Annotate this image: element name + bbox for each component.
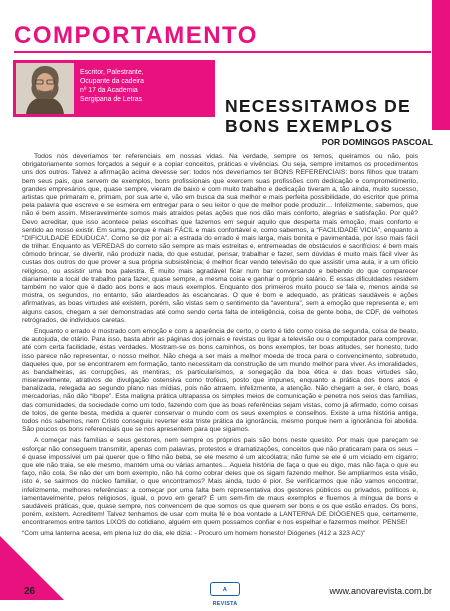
magazine-logo-text: A REVISTA [212,587,238,607]
author-bio [80,68,212,104]
article-byline: POR DOMINGOS PASCOAL [321,137,433,147]
article-quote: “Com uma lanterna acesa, em plena luz do dia, ele dizia: - Procuro um homem honesto! Diógenes (412 a 323 AC)” [22,530,366,538]
page-number: 26 [24,586,36,597]
article-title-line: NECESSITAMOS DE [225,96,411,116]
article-paragraph: Todos nós deveríamos ter referenciais em nossas vidas. Na verdade, sempre os temos, queiramos ou não, pois obrigatoriamente somos forçados a seguir e a copiar conceitos, práticas e vivências. Ou seja, sempre imitamos os procedimentos uns dos outros. Talvez a afirmação acima devesse ser: todos nós deveríamos ter BONS REFERENCIAIS: bons filhos que tratam bem seus pais, que servem de exemplos, bons profissionais que exercem suas profissões com dedicação e comprometimento, grandes empresários que, quase sempre, vieram de baixo e com muito trabalho e dedicação tiveram a, tão ainda, muito sucesso, artistas que primaram e, primam, por sua arte e, vão em busca da sua melhor e mais perfeita possibilidade, do escritor que prima pela palavra que escreve e se esmera em entregar para o seu leitor o que de melhor pode produzir… Infelizmente, sabemos, que não é bem assim. Miseravelmente somos mais atraídos pelas ações que nos dão mais conforto, alegrias e satisfação. Por quê? Devo acreditar, que isso acontece pelas escolhas que fazemos em seguir aquilo que desperta mais emoção, mais conforto e sentido ao nosso existir. Em suma, porque é mais FÁCIL e mais confortável e, como sabemos, a “FACILIDADE VICIA”, enquanto a “DIFICULDADE EDUDUCA”. Como se diz por aí: a estrada do errado é mais larga, mais bonita e pavimentada, por isso mais fácil de trilhar. Enquanto as VEREDAS do correto são sempre as mais estreitas e, entremeadas de obstáculos e sacrifícios: é bem mais cômodo brincar, se divertir, não produzir nada, do que estudar, pensar, trabalhar e fazer, sem dúvidas é muito mais fácil viver às custas dos outros do que prover a sua própria subsistência; é melhor ficar vendo televisão do que assistir uma aula, ir a um ofício religioso, ou assistir uma boa palestra. É muito mais agradável ficar num bar conversando e bebendo do que comparecer diariamente a local de trabalho para fazer, quase sempre, a mesma coisa e ganhar o próprio salário. E essas dificuldades residem também no valor que é dado aos bons e aos maus exemplos. Enquanto dos primeiros muito pouco se fala e, menos ainda se mostra, os segundos, no entanto, são alardeados às escancaras. O que é bom e adequado, as práticas saudáveis e ações afirmativas, as boas virtudes até existem, porém, são vistas sem o sentimento da “aventura”, sem a emoção que representa e, em alguns casos, chegam a ser demonstradas até como sendo certa falta de inteligência, coisa de gente boba, de CDF, de velhotes retrógrados, de indivíduos caretas. [22,153,418,324]
author-bio-line: Escritor, Palestrante, [80,69,144,76]
author-bio-line: Ocupante da cadeira [80,78,144,85]
article-title [225,96,435,136]
author-photo [16,63,74,114]
author-bio-line: Sergipana de Letras [80,96,143,103]
section-title: COMPORTAMENTO [14,22,258,49]
magazine-website[interactable]: www.anovarevista.com.br [329,586,432,596]
author-bio-line: nº 17 da Academia [80,87,138,94]
article-paragraph: A começar nas famílias e seus gestores, nem sempre os próprios pais são bons neste quesito. Por mais que pareçam se esforçar não conseguem transmitir, apenas com palavras, protestos e dramatizações, conceitos que não praticaram para os seus – é quase impossível um pai querer que o filho não beba, se ele mesmo é um alcoólatra; não fume se ele é um viciado em cigarro; que ele não traia, se ele mesmo, mantém uma ou várias amantes... Aquela história de faça o que eu digo, mas não faça o que eu faço, não cola. Se não der um bom exemplo, não há como cobrar deles que os sigam fazendo melhor. Se ampliarmos esta visão, isto é, se sairmos do núcleo familiar, o que encontramos? Mais ainda, tudo é pior. Se verificarmos que não vamos encontrar, infelizmente, melhores referências: a começar por uma falta bem representativa dos gestores públicos ou privados, políticos e, lamentavelmente, pelos religiosos, igual, o povo em geral? É um sem-fim de maus exemplos e fluemos a míngua de bons e saudáveis práticas, que, quase sempre, nos convencem de que somos os que querem ser bons e os que estão errados. Os bons, porém, existem. Acreditem! Talvez tenhamos de usar com muita fé e boa vontade a LANTERNA DE DIÓGENES que, certamente, encontraremos entre tantos LIXOS do cotidiano, alguém em quem possamos confiar e nos espelhar e fazermos melhor. PENSE! [22,437,418,527]
author-photo-image [16,63,74,114]
article-paragraph: Enquanto o errado é mostrado com emoção e com a aparência de certo, o certo é tido como coisa de segunda, coisa de beato, de autojuda, de otário. Para isso, basta abrir as páginas dos jornais e revistas ou ligar a televisão ou o computador para comprovar, até com certa facilidade, estas verdades. Mostram-se os bons caminhos, os bons exemplos, ter boas atitudes, ser honesto, tudo isso parece não representar, o nosso melhor. Não chega a ser mais a melhor moeda de troca para o convencimento, sobretudo, daqueles que, por se encontrarem em formação, tanto necessitam da construção de um mundo melhor para viver. As imoralidades, as bandalheiras, as corrupções, as mentiras, os particularismos, a sonegação da boa ética e das boas virtudes são, miseravelmente, atrativos de divulgação ostensiva como troféus, posto que impunes, enquanto a prática dos bons atos é banalizada, relegada ao segundo plano nas mídias, pois não atraem, infelizmente, a atenção. Não chegam a ser, é claro, boas mercadorias, não dão “Ibope”. Esta maligna prática ultrapassa os simples meios de comunicação e penetra nos seios das famílias, das comunidades, da sociedade como um todo, fazendo com que as boas referências sejam vistas, como já afirmado, como coisas de tolos, de gente besta, medida a querer conservar o mundo com os seus exemplos e conselhos. Existe a uma história antiga, todos nós sabemos, nem Cristo conseguiu reverter esta triste prática da ignorância, mesmo porque nem a ignorância foi abolida. São poucos os bons referenciais que se nos apresentem para que sigamos. [22,327,418,434]
article-title-line: BONS EXEMPLOS [225,116,394,136]
section-divider [14,51,431,53]
article-body [22,153,418,542]
magazine-logo [210,582,240,607]
